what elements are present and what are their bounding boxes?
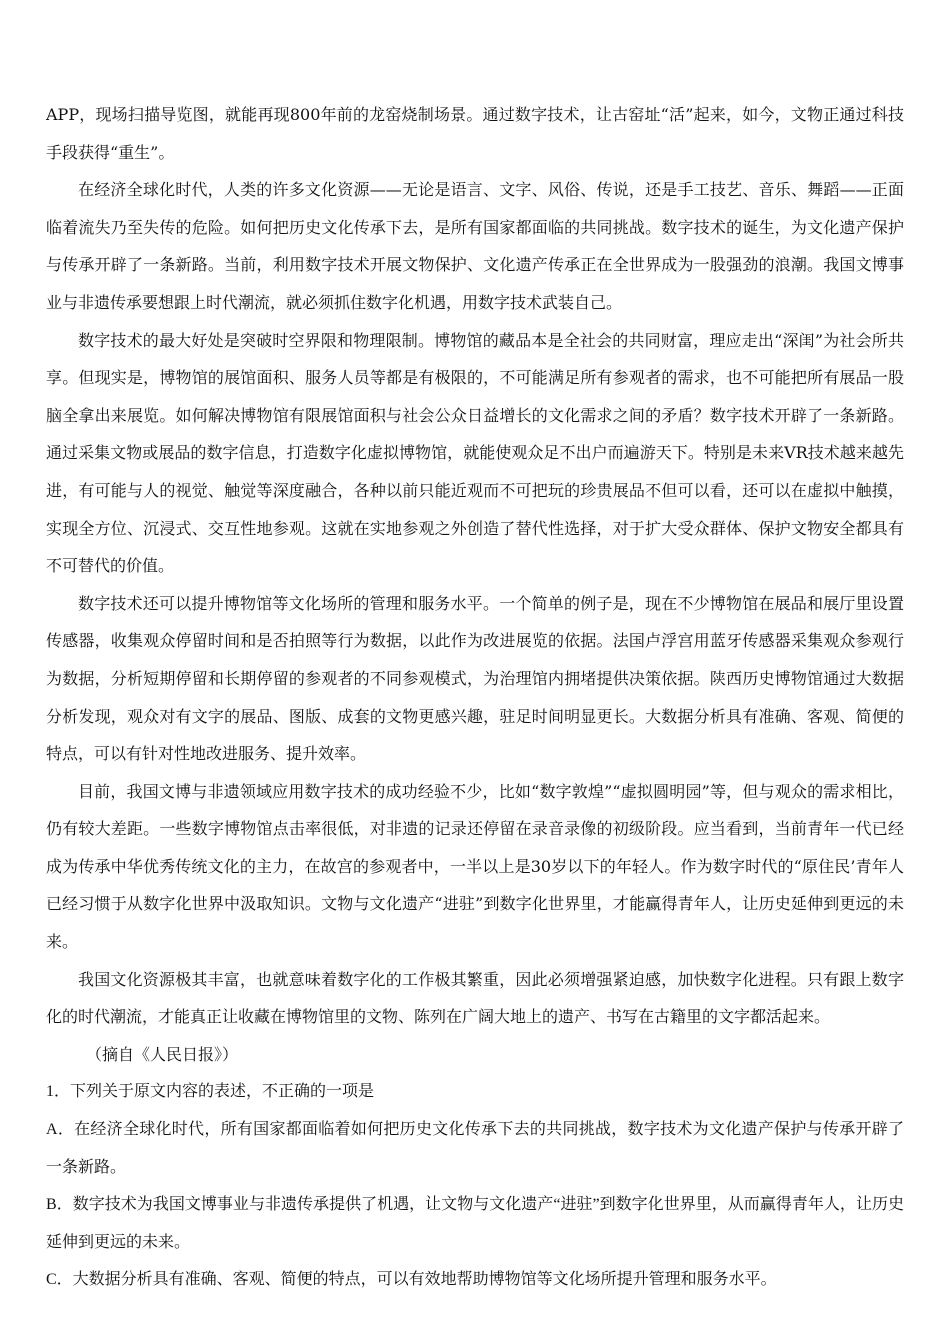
article-paragraph-4: 数字技术还可以提升博物馆等文化场所的管理和服务水平。一个简单的例子是，现在不少博物馆在展品和展厅里设置传感器，收集观众停留时间和是否拍照等行为数据，以此作为改进展览的依据。法国卢浮宫用蓝牙传感器采集观众参观行为数据，分析短期停留和长期停留的参观者的不同参观模式，为治理馆内拥堵提供决策依据。陕西历史博物馆通过大数据分析发现，观众对有文字的展品、图版、成套的文物更感兴趣，驻足时间明显更长。大数据分析具有准确、客观、简便的特点，可以有针对性地改进服务、提升效率。 — [46, 593, 904, 764]
question-option-b: B．数字技术为我国文博事业与非遗传承提供了机遇，让文物与文化遗产“进驻”到数字化世界里，从而赢得青年人，让历史延伸到更远的未来。 — [46, 1196, 904, 1251]
article-paragraph-2: 在经济全球化时代，人类的许多文化资源——无论是语言、文字、风俗、传说，还是手工技艺、音乐、舞蹈——正面临着流失乃至失传的危险。如何把历史文化传承下去，是所有国家都面临的共同挑战。数字技术的诞生，为文化遗产保护与传承开辟了一条新路。当前，利用数字技术开展文物保护、文化遗产传承正在全世界成为一股强劲的浪潮。我国文博事业与非遗传承要想跟上时代潮流，就必须抓住数字化机遇，用数字技术武装自己。 — [46, 180, 904, 312]
article-paragraph-3: 数字技术的最大好处是突破时空界限和物理限制。博物馆的藏品本是全社会的共同财富，理应走出“深闺”为社会所共享。但现实是，博物馆的展馆面积、服务人员等都是有极限的，不可能满足所有参观者的需求，也不可能把所有展品一股脑全拿出来展览。如何解决博物馆有限展馆面积与社会公众日益增长的文化需求之间的矛盾？数字技术开辟了一条新路。通过采集文物或展品的数字信息，打造数字化虚拟博物馆，就能使观众足不出户而遍游天下。特别是未来VR技术越来越先进，有可能与人的视觉、触觉等深度融合，各种以前只能近观而不可把玩的珍贵展品不但可以看，还可以在虚拟中触摸，实现全方位、沉浸式、交互性地参观。这就在实地参观之外创造了替代性选择，对于扩大受众群体、保护文物安全都具有不可替代的价值。 — [46, 330, 904, 576]
question-option-c: C．大数据分析具有准确、客观、简便的特点，可以有效地帮助博物馆等文化场所提升管理和服务水平。 — [46, 1271, 777, 1289]
article-paragraph-6: 我国文化资源极其丰富，也就意味着数字化的工作极其繁重，因此必须增强紧迫感，加快数字化进程。只有跟上数字化的时代潮流，才能真正让收藏在博物馆里的文物、陈列在广阔大地上的遗产、书写在古籍里的文字都活起来。 — [46, 969, 904, 1027]
article-source: （摘自《人民日报》） — [86, 1044, 239, 1064]
article-paragraph-5: 目前，我国文博与非遗领域应用数字技术的成功经验不少，比如“数字敦煌”“虚拟圆明园”等，但与观众的需求相比，仍有较大差距。一些数字博物馆点击率很低，对非遗的记录还停留在录音录像的初级阶段。应当看到，当前青年一代已经成为传承中华优秀传统文化的主力，在故宫的参观者中，一半以上是30岁以下的年轻人。作为数字时代的“原住民’青年人已经习惯于从数字化世界中汲取知识。文物与文化遗产“进驻”到数字化世界里，才能赢得青年人，让历史延伸到更远的未来。 — [46, 781, 904, 952]
document-page — [46, 96, 904, 1299]
question-stem: 1．下列关于原文内容的表述，不正确的一项是 — [46, 1083, 375, 1101]
article-paragraph-1: APP，现场扫描导览图，就能再现800年前的龙窑烧制场景。通过数字技术，让古窑址“活”起来，如今，文物正通过科技手段获得“重生”。 — [46, 105, 904, 162]
question-option-a: A．在经济全球化时代，所有国家都面临着如何把历史文化传承下去的共同挑战，数字技术为文化遗产保护与传承开辟了一条新路。 — [46, 1121, 904, 1176]
